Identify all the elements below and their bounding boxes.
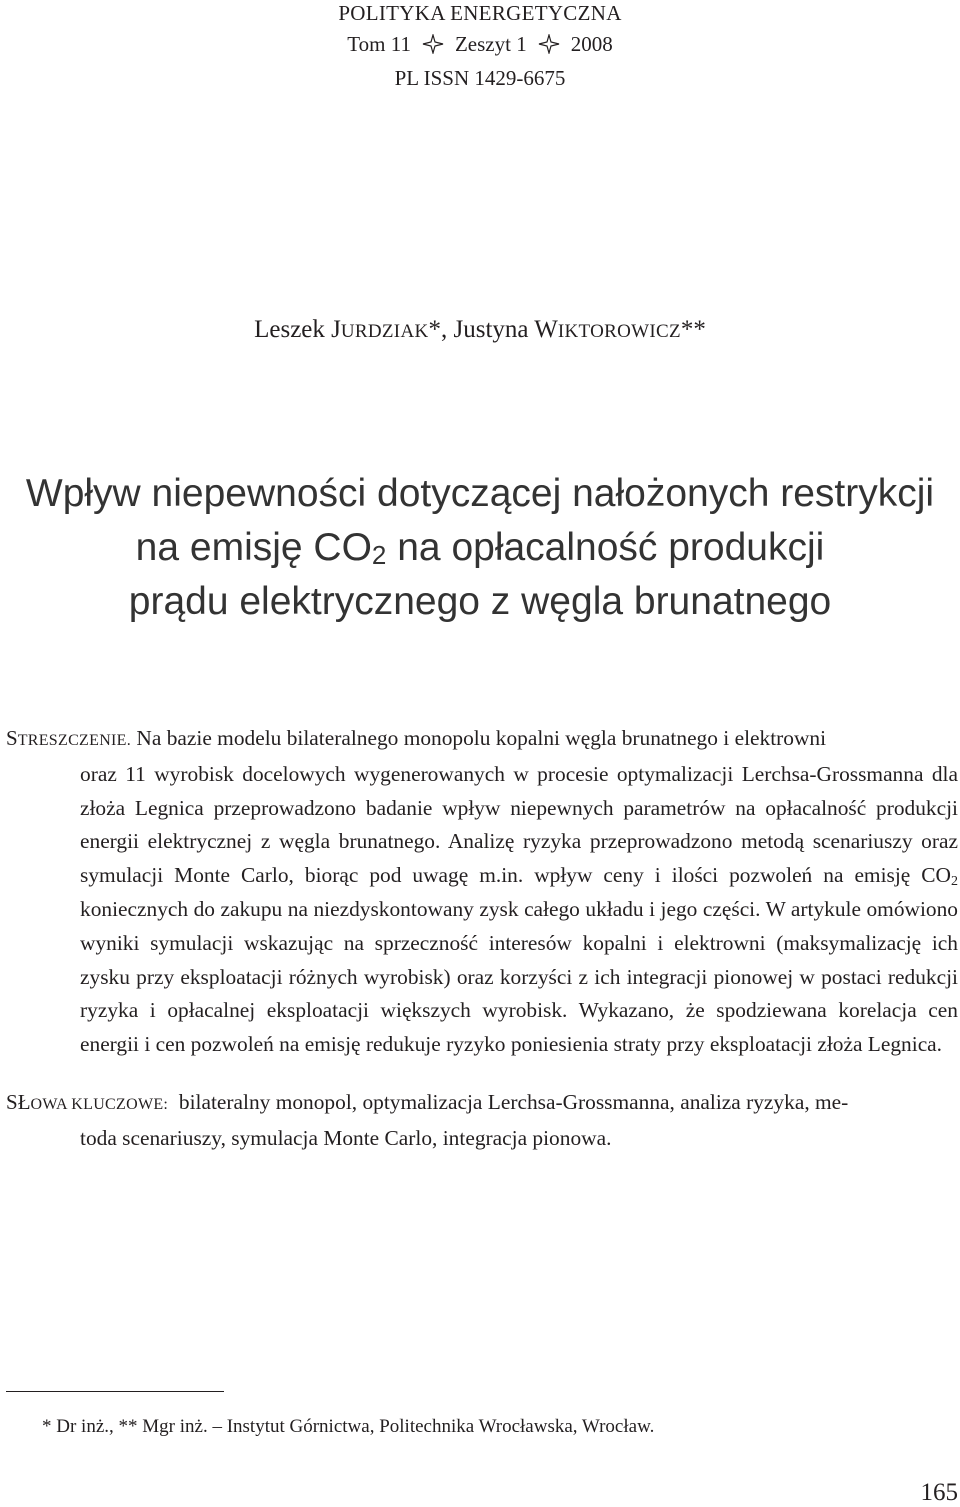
author-2-surname-initial: W: [534, 316, 558, 343]
four-point-star-icon: [421, 34, 445, 54]
keywords-text-first: bilateralny monopol, optymalizacja Lerchsa-Grossmanna, analiza ryzyka, me-: [178, 1090, 849, 1114]
keywords-first-line: [6, 1090, 848, 1114]
title-line-3: prądu elektrycznego z węgla brunatnego: [128, 580, 832, 623]
keywords-label-s: S: [6, 1090, 18, 1114]
abstract-co2-subscript: 2: [951, 874, 958, 890]
author-1-surname: URDZIAK: [340, 321, 429, 342]
abstract-label-rest: TRESZCZENIE.: [17, 732, 132, 749]
keywords-label: [6, 1090, 168, 1114]
abstract-label-initial: S: [6, 726, 18, 750]
journal-issn: PL ISSN 1429-6675: [394, 66, 566, 90]
journal-issue: Zeszyt 1: [454, 32, 527, 56]
abstract-first-line: [6, 722, 958, 758]
author-1-surname-initial: J: [331, 316, 341, 343]
keywords: [6, 1086, 958, 1156]
keywords-label-l: Ł: [17, 1090, 31, 1114]
author-2-footnote-mark: **: [680, 316, 706, 343]
title-co2-subscript: 2: [371, 540, 387, 570]
abstract-text-a: oraz 11 wyrobisk docelowych wygenerowanych w procesie optymalizacji Lerchsa-Grossmanna dla złoża Legnica przeprowadzono badanie wpływ niepewnych parametrów na opłacalność produkcji energii elektrycznej z węgla brunatnego. Analizę ryzyka przeprowadzono metodą scenariuszy oraz symulacji Monte Carlo, biorąc pod uwagę m.in. wpływ ceny i ilości pozwoleń na emisję CO: [80, 761, 958, 888]
page-number: 165: [920, 1479, 958, 1506]
abstract-text-b: koniecznych do zakupu na niezdyskontowany zysk całego układu i jego części. W artykule omówiono wyniki symulacji wskazując na sprzeczność interesów kopalni i elektrowni (maksymalizację ich zysku przy eksploatacji różnych wyrobisk) oraz korzyści z ich integracji pionowej w postaci redukcji ryzyka i opłacalnej eksploatacji większych wyrobisk. Wykazano, że spodziewana korelacja cen energii i cen pozwoleń na emisję redukuje ryzyko poniesienia straty przy eksploatacji złoża Legnica.: [80, 896, 958, 1057]
journal-name: POLITYKA ENERGETYCZNA: [338, 1, 622, 25]
keywords-text-rest: toda scenariuszy, symulacja Monte Carlo, integracja pionowa.: [80, 1125, 612, 1150]
author-1-footnote-mark: *,: [428, 316, 454, 343]
keywords-label-rest: OWA KLUCZOWE:: [30, 1096, 169, 1113]
abstract-text-first: Na bazie modelu bilateralnego monopolu kopalni węgla brunatnego i elektrowni: [136, 726, 827, 750]
four-point-star-icon: [537, 34, 561, 54]
title-line-2-pre: na emisję CO: [135, 526, 372, 569]
author-2-surname: IKTOROWICZ: [557, 321, 681, 342]
abstract-label: [6, 726, 131, 750]
title-line-1: Wpływ niepewności dotyczącej nałożonych restrykcji: [25, 472, 935, 515]
journal-volume-line: [0, 31, 960, 57]
abstract: [6, 722, 958, 1062]
journal-volume: Tom 11: [347, 32, 411, 56]
title-line-2-post: na opłacalność produkcji: [386, 526, 825, 569]
article-title: [0, 467, 960, 629]
footnote: * Dr inż., ** Mgr inż. – Instytut Górnictwa, Politechnika Wrocławska, Wrocław.: [42, 1416, 655, 1437]
author-2-first-name: Justyna: [453, 316, 535, 343]
footnote-divider: [6, 1391, 224, 1392]
authors-line: [0, 314, 960, 348]
author-1-first-name: Leszek: [254, 316, 332, 343]
journal-year: 2008: [570, 32, 613, 56]
abstract-body: [6, 758, 958, 1062]
